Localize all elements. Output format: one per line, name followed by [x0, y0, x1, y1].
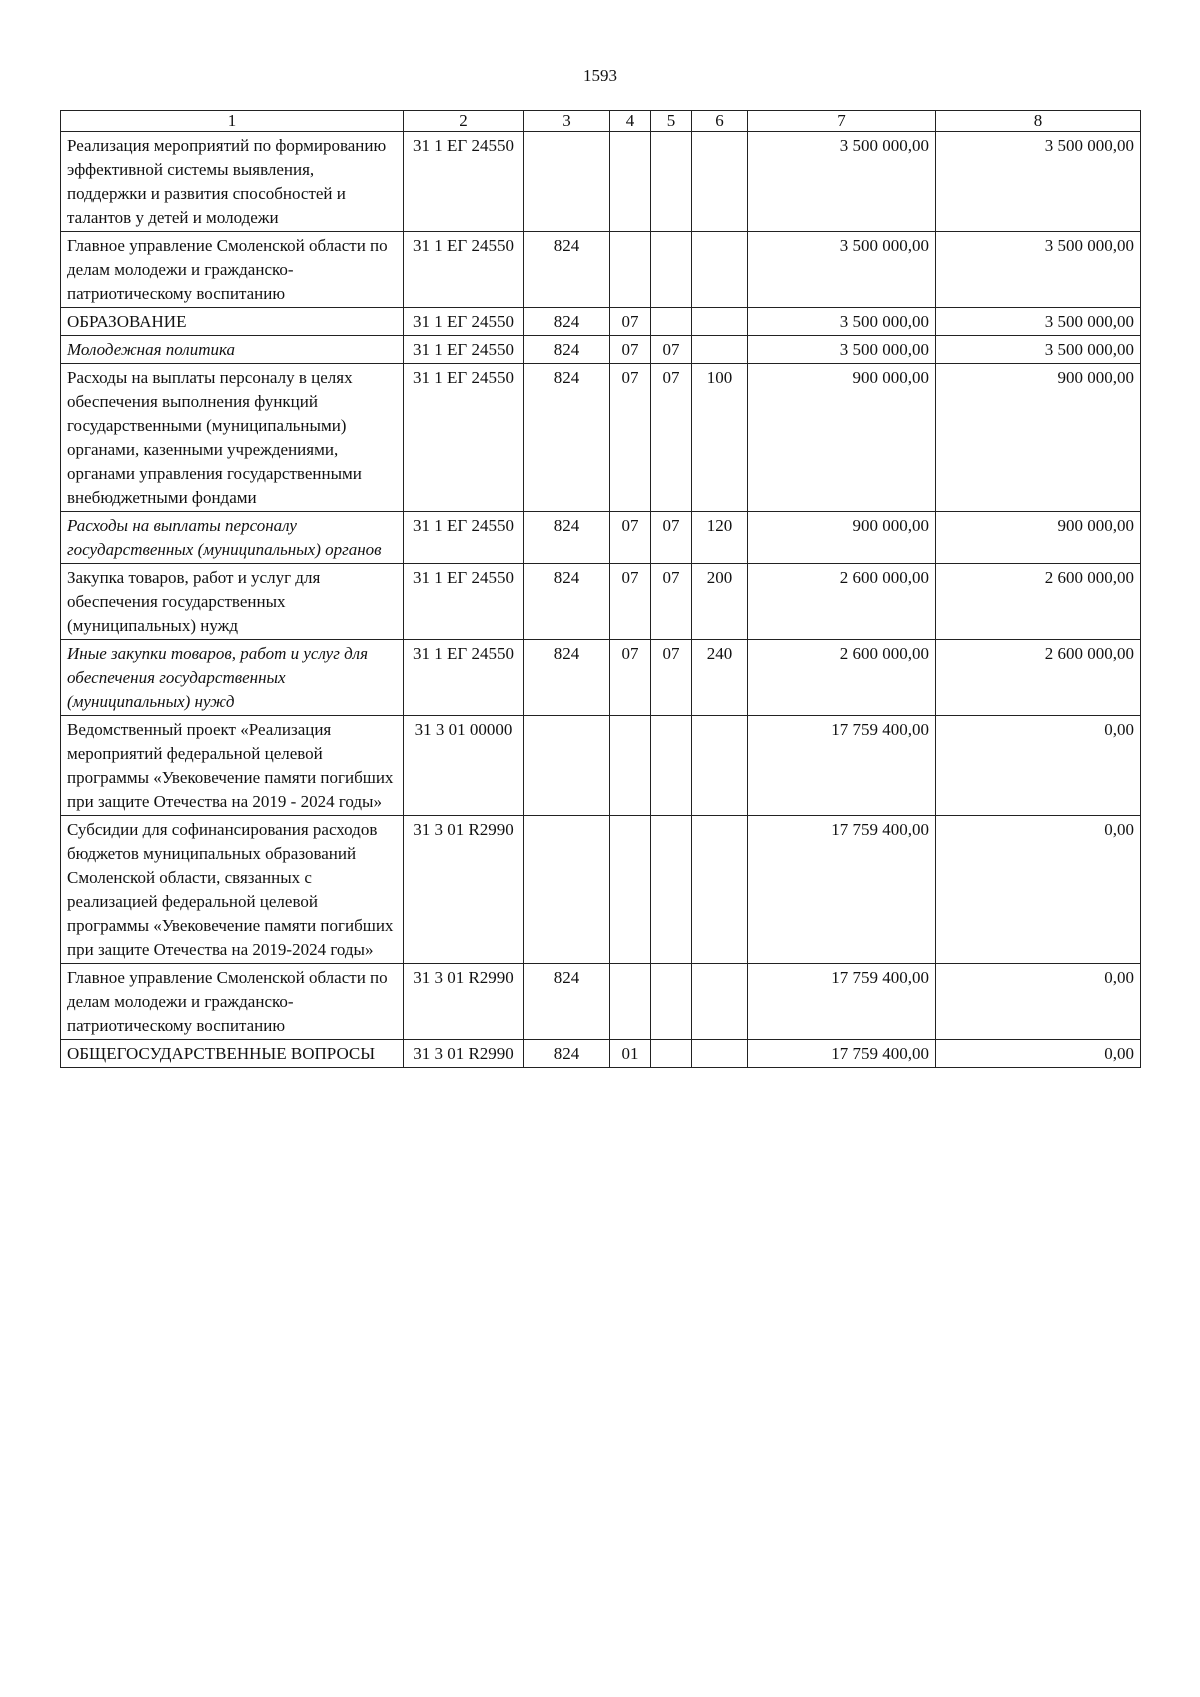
item-name-cell: Главное управление Смоленской области по делам молодежи и гражданско-патриотическому воспитанию: [61, 232, 404, 308]
ministry-code-cell: [524, 132, 610, 232]
item-name-cell: Расходы на выплаты персоналу в целях обеспечения выполнения функций государственными (муниципальными) органами, казенными учреждениями, органами управления государственными внебюджетными фондами: [61, 364, 404, 512]
table-row: [61, 564, 1141, 640]
column-header: 3: [524, 111, 610, 132]
target-code-cell: 31 3 01 R2990: [404, 816, 524, 964]
column-header: 8: [936, 111, 1141, 132]
item-name-cell: Субсидии для софинансирования расходов бюджетов муниципальных образований Смоленской области, связанных с реализацией федеральной целевой программы «Увековечение памяти погибших при защите Отечества на 2019-2024 годы»: [61, 816, 404, 964]
section-code-cell: 07: [610, 640, 651, 716]
amount-col8-cell: 900 000,00: [936, 512, 1141, 564]
table-row: [61, 816, 1141, 964]
target-code-cell: 31 1 ЕГ 24550: [404, 640, 524, 716]
amount-col7-cell: 2 600 000,00: [748, 640, 936, 716]
amount-col8-cell: 3 500 000,00: [936, 308, 1141, 336]
section-code-cell: 07: [610, 564, 651, 640]
subsection-code-cell: [651, 232, 692, 308]
table-row: [61, 640, 1141, 716]
table-row: [61, 336, 1141, 364]
amount-col8-cell: 0,00: [936, 1040, 1141, 1068]
amount-col7-cell: 17 759 400,00: [748, 964, 936, 1040]
section-code-cell: 07: [610, 512, 651, 564]
table-header: [61, 111, 1141, 132]
expense-type-cell: [692, 716, 748, 816]
subsection-code-cell: [651, 308, 692, 336]
item-name-cell: Иные закупки товаров, работ и услуг для обеспечения государственных (муниципальных) нужд: [61, 640, 404, 716]
expense-type-cell: [692, 816, 748, 964]
subsection-code-cell: [651, 964, 692, 1040]
item-name-cell: ОБЩЕГОСУДАРСТВЕННЫЕ ВОПРОСЫ: [61, 1040, 404, 1068]
subsection-code-cell: 07: [651, 564, 692, 640]
amount-col8-cell: 2 600 000,00: [936, 640, 1141, 716]
target-code-cell: 31 3 01 R2990: [404, 964, 524, 1040]
section-code-cell: [610, 716, 651, 816]
amount-col8-cell: 0,00: [936, 716, 1141, 816]
amount-col7-cell: 3 500 000,00: [748, 132, 936, 232]
target-code-cell: 31 1 ЕГ 24550: [404, 364, 524, 512]
expense-type-cell: 100: [692, 364, 748, 512]
section-code-cell: [610, 232, 651, 308]
section-code-cell: [610, 964, 651, 1040]
target-code-cell: 31 1 ЕГ 24550: [404, 232, 524, 308]
subsection-code-cell: 07: [651, 364, 692, 512]
ministry-code-cell: 824: [524, 336, 610, 364]
section-code-cell: 07: [610, 364, 651, 512]
column-header: 4: [610, 111, 651, 132]
expense-type-cell: [692, 308, 748, 336]
column-header: 2: [404, 111, 524, 132]
ministry-code-cell: 824: [524, 640, 610, 716]
item-name-cell: Закупка товаров, работ и услуг для обеспечения государственных (муниципальных) нужд: [61, 564, 404, 640]
amount-col8-cell: 3 500 000,00: [936, 132, 1141, 232]
ministry-code-cell: 824: [524, 564, 610, 640]
table-row: [61, 964, 1141, 1040]
expense-type-cell: [692, 1040, 748, 1068]
amount-col7-cell: 2 600 000,00: [748, 564, 936, 640]
amount-col8-cell: 0,00: [936, 816, 1141, 964]
page-number: 1593: [583, 66, 617, 85]
target-code-cell: 31 1 ЕГ 24550: [404, 564, 524, 640]
item-name-cell: Расходы на выплаты персоналу государственных (муниципальных) органов: [61, 512, 404, 564]
target-code-cell: 31 3 01 R2990: [404, 1040, 524, 1068]
amount-col7-cell: 900 000,00: [748, 364, 936, 512]
subsection-code-cell: [651, 716, 692, 816]
ministry-code-cell: 824: [524, 364, 610, 512]
subsection-code-cell: [651, 132, 692, 232]
subsection-code-cell: 07: [651, 640, 692, 716]
expense-type-cell: 240: [692, 640, 748, 716]
amount-col8-cell: 2 600 000,00: [936, 564, 1141, 640]
section-code-cell: 07: [610, 308, 651, 336]
ministry-code-cell: 824: [524, 232, 610, 308]
section-code-cell: 01: [610, 1040, 651, 1068]
ministry-code-cell: 824: [524, 512, 610, 564]
amount-col7-cell: 900 000,00: [748, 512, 936, 564]
section-code-cell: [610, 132, 651, 232]
amount-col8-cell: 3 500 000,00: [936, 232, 1141, 308]
subsection-code-cell: 07: [651, 512, 692, 564]
target-code-cell: 31 3 01 00000: [404, 716, 524, 816]
table-row: [61, 132, 1141, 232]
expense-type-cell: [692, 232, 748, 308]
target-code-cell: 31 1 ЕГ 24550: [404, 132, 524, 232]
expense-type-cell: [692, 964, 748, 1040]
target-code-cell: 31 1 ЕГ 24550: [404, 336, 524, 364]
amount-col8-cell: 900 000,00: [936, 364, 1141, 512]
column-header: 6: [692, 111, 748, 132]
table-row: [61, 364, 1141, 512]
expense-type-cell: 200: [692, 564, 748, 640]
target-code-cell: 31 1 ЕГ 24550: [404, 308, 524, 336]
table-row: [61, 716, 1141, 816]
amount-col7-cell: 3 500 000,00: [748, 336, 936, 364]
budget-table: [60, 110, 1141, 1068]
table-row: [61, 308, 1141, 336]
expense-type-cell: [692, 132, 748, 232]
table-row: [61, 1040, 1141, 1068]
table-row: [61, 232, 1141, 308]
amount-col7-cell: 3 500 000,00: [748, 232, 936, 308]
target-code-cell: 31 1 ЕГ 24550: [404, 512, 524, 564]
ministry-code-cell: 824: [524, 964, 610, 1040]
ministry-code-cell: 824: [524, 1040, 610, 1068]
section-code-cell: 07: [610, 336, 651, 364]
expense-type-cell: 120: [692, 512, 748, 564]
amount-col7-cell: 17 759 400,00: [748, 1040, 936, 1068]
amount-col7-cell: 17 759 400,00: [748, 716, 936, 816]
expense-type-cell: [692, 336, 748, 364]
item-name-cell: ОБРАЗОВАНИЕ: [61, 308, 404, 336]
amount-col8-cell: 3 500 000,00: [936, 336, 1141, 364]
subsection-code-cell: [651, 816, 692, 964]
section-code-cell: [610, 816, 651, 964]
header-row: [61, 111, 1141, 132]
ministry-code-cell: 824: [524, 308, 610, 336]
column-header: 7: [748, 111, 936, 132]
ministry-code-cell: [524, 716, 610, 816]
table-row: [61, 512, 1141, 564]
subsection-code-cell: 07: [651, 336, 692, 364]
table-body: [61, 132, 1141, 1068]
amount-col7-cell: 17 759 400,00: [748, 816, 936, 964]
subsection-code-cell: [651, 1040, 692, 1068]
item-name-cell: Молодежная политика: [61, 336, 404, 364]
column-header: 1: [61, 111, 404, 132]
column-header: 5: [651, 111, 692, 132]
ministry-code-cell: [524, 816, 610, 964]
item-name-cell: Главное управление Смоленской области по делам молодежи и гражданско-патриотическому воспитанию: [61, 964, 404, 1040]
amount-col8-cell: 0,00: [936, 964, 1141, 1040]
item-name-cell: Ведомственный проект «Реализация мероприятий федеральной целевой программы «Увековечение памяти погибших при защите Отечества на 2019 - 2024 годы»: [61, 716, 404, 816]
item-name-cell: Реализация мероприятий по формированию эффективной системы выявления, поддержки и развития способностей и талантов у детей и молодежи: [61, 132, 404, 232]
amount-col7-cell: 3 500 000,00: [748, 308, 936, 336]
